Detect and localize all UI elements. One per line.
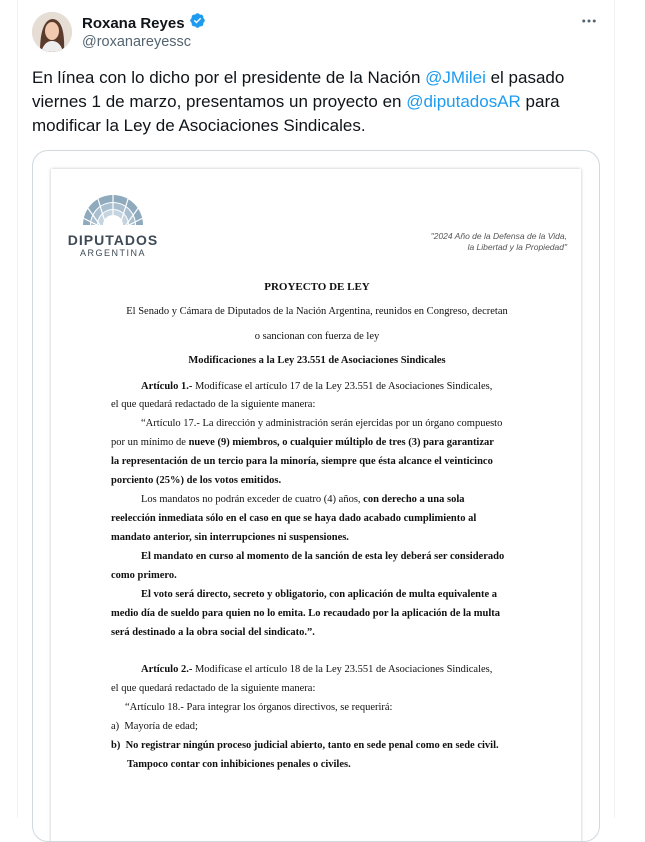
- list-text: Mayoría de edad;: [124, 721, 198, 732]
- article-text: Modifícase el artículo 18 de la Ley 23.551 de Asociaciones Sindicales,: [192, 664, 493, 675]
- art17-line: [111, 437, 523, 448]
- tweet-text: [32, 66, 592, 138]
- intro-line: o sancionan con fuerza de ley: [254, 331, 380, 342]
- art17-line: la representación de un tercio para la minoría, siempre que ésta alcance el veinticinco: [111, 456, 493, 467]
- art17-line: “Artículo 17.- La dirección y administración serán ejercidas por un órgano compuesto: [141, 418, 503, 429]
- mandatos-line: reelección inmediata sólo en el caso en que se haya dado acabado cumplimiento al: [111, 513, 477, 524]
- art17-line: porciento (25%) de los votos emitidos.: [111, 475, 282, 486]
- list-item-a: [111, 721, 523, 732]
- media-image[interactable]: [32, 150, 600, 842]
- verified-badge-icon: [189, 12, 206, 34]
- tweet-text-part: En línea con lo dicho por el presidente de la Nación: [32, 68, 426, 87]
- list-text: No registrar ningún proceso judicial abierto, tanto en sede penal como en sede civil.: [125, 740, 499, 751]
- logo-main-text: DIPUTADOS: [67, 232, 159, 248]
- document-page: [51, 169, 581, 842]
- document-motto: [367, 231, 567, 253]
- art17-bold: nueve (9) miembros, o cualquier múltiplo de tres (3) para garantizar: [188, 437, 494, 448]
- diputados-logo: [65, 193, 161, 258]
- motto-line: "2024 Año de la Defensa de la Vida,: [430, 231, 567, 241]
- article-label: Artículo 1.-: [141, 381, 193, 392]
- timeline-border-left: [17, 0, 18, 818]
- list-label: a): [111, 721, 120, 732]
- author-name[interactable]: Roxana Reyes: [82, 14, 185, 32]
- mandatos-text: Los mandatos no podrán exceder de cuatro (4) años,: [141, 494, 364, 505]
- logo-sub-text: ARGENTINA: [79, 248, 146, 258]
- tweet-text-part: el pasado viernes 1 de marzo, presentamos un proyecto en: [32, 68, 565, 111]
- author-handle[interactable]: @roxanareyessc: [82, 34, 192, 50]
- curso-line: El mandato en curso al momento de la sanción de esta ley deberá ser considerado: [141, 551, 505, 562]
- congress-dome-icon: [78, 193, 148, 225]
- voto-line: El voto será directo, secreto y obligatorio, con aplicación de multa equivalente a: [141, 589, 497, 600]
- curso-line: como primero.: [111, 570, 177, 581]
- list-item-b: [111, 740, 523, 751]
- avatar[interactable]: [32, 12, 72, 52]
- article-2-line: el que quedará redactado de la siguiente manera:: [111, 683, 316, 694]
- mandatos-bold: con derecho a una sola: [363, 494, 465, 505]
- art17-text: por un mínimo de: [111, 437, 189, 448]
- list-label: b): [111, 740, 121, 751]
- tweet-text-part: para modificar la Ley de Asociaciones Sindicales.: [32, 92, 560, 135]
- intro-line: El Senado y Cámara de Diputados de la Nación Argentina, reunidos en Congreso, decretan: [126, 306, 508, 317]
- mandatos-line: mandato anterior, sin interrupciones ni suspensiones.: [111, 532, 349, 543]
- article-label: Artículo 2.-: [141, 664, 193, 675]
- mention-jmilei[interactable]: @JMilei: [425, 68, 486, 87]
- document-title: PROYECTO DE LEY: [264, 281, 370, 293]
- article-text: Modifícase el artículo 17 de la Ley 23.551 de Asociaciones Sindicales,: [192, 381, 493, 392]
- voto-line: será destinado a la obra social del sindicato.”.: [111, 627, 315, 638]
- article-2-heading: [111, 664, 523, 675]
- art18-line: “Artículo 18.- Para integrar los órganos directivos, se requerirá:: [125, 702, 393, 713]
- mandatos-line: [111, 494, 523, 505]
- author-name-row[interactable]: [82, 12, 206, 34]
- article-1-line: el que quedará redactado de la siguiente manera:: [111, 399, 316, 410]
- list-item-b-line: Tampoco contar con inhibiciones penales o civiles.: [127, 759, 351, 770]
- more-options-icon[interactable]: [578, 10, 600, 32]
- voto-line: medio día de sueldo para quien no lo emita. Lo recaudado por la aplicación de la multa: [111, 608, 501, 619]
- timeline-border-right: [614, 0, 615, 818]
- motto-line: la Libertad y la Propiedad": [467, 242, 567, 252]
- mention-diputadosar[interactable]: @diputadosAR: [406, 92, 521, 111]
- document-subtitle: Modificaciones a la Ley 23.551 de Asociaciones Sindicales: [188, 355, 446, 366]
- article-1-heading: [111, 381, 523, 392]
